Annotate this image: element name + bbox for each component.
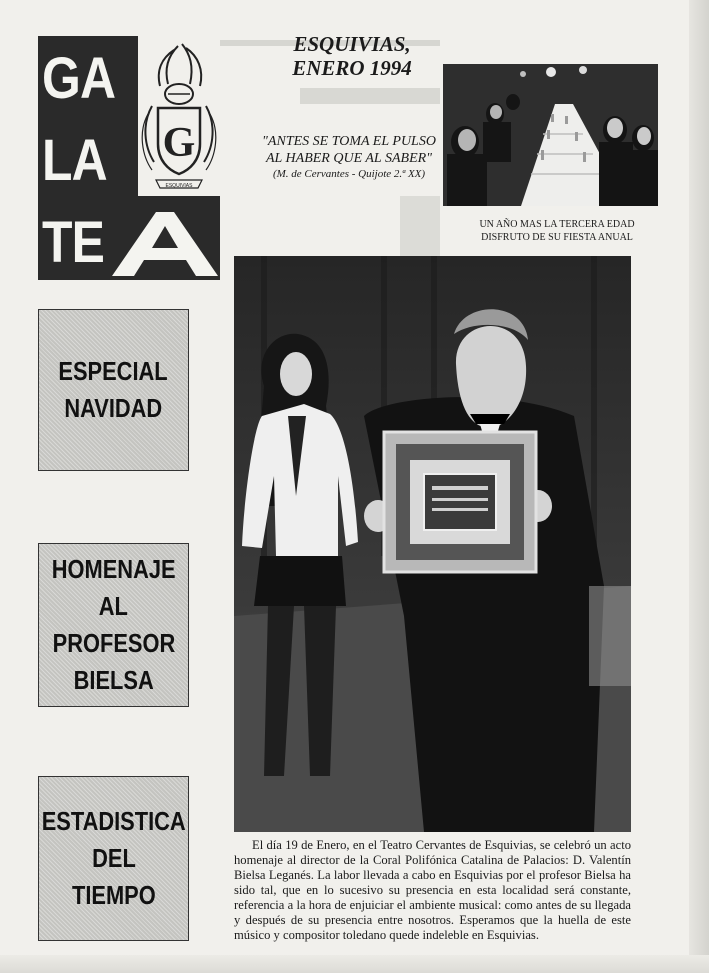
quote-line-1: "ANTES SE TOMA EL PULSO [262, 134, 436, 149]
award-photo [234, 256, 631, 832]
masthead-line-3: TE [42, 210, 105, 275]
coat-of-arms [138, 36, 220, 196]
box3-line-3: TIEMPO [71, 880, 156, 910]
masthead-line-2: LA [42, 128, 107, 193]
article-body: El día 19 de Enero, en el Teatro Cervantes de Esquivias, se celebró un acto homenaje al director de la Coral Polifónica Catalina de Palacios: D. Valentín Bielsa Leganés. La labor llevada a cabo en Esquivias por el profesor Bielsa ha sido tal, que en lo sucesivo su presencia en esta localidad será constante, referencia a la hora de enjuiciar el ambiente musical: como antes de su llegada y después de su presencia entre nosotros. Esperamos que la huella de este músico y compositor toledano quede indeleble en Esquivias. [234, 838, 631, 942]
paper-edge-right [689, 0, 709, 973]
box2-line-3: PROFESOR [52, 628, 175, 658]
issue-place: ESQUIVIAS, [293, 32, 411, 56]
section-box-estadistica[interactable] [38, 776, 189, 941]
section-box-homenaje[interactable] [38, 543, 189, 707]
masthead-line-1: GA [42, 46, 116, 111]
crest-motto: ESQUIVIAS [165, 183, 193, 189]
issue-date: ENERO 1994 [292, 56, 412, 80]
issue-place-date [262, 32, 442, 80]
masthead-logo [38, 36, 220, 280]
box2-line-4: BIELSA [73, 665, 154, 695]
epigraph-quote [244, 133, 454, 167]
box1-line-1: ESPECIAL [58, 356, 169, 386]
paper-edge-bottom [0, 955, 709, 973]
banquet-photo [443, 64, 658, 206]
crest-icon [138, 36, 220, 196]
box3-line-1: ESTADISTICA [41, 806, 186, 836]
quote-line-2: AL HABER QUE AL SABER" [265, 151, 433, 166]
caption-line-1: UN AÑO MAS LA TERCERA EDAD [479, 219, 635, 230]
box2-line-1: HOMENAJE [51, 554, 176, 584]
crest-letter: G [162, 120, 196, 166]
banquet-caption [452, 218, 662, 244]
quote-citation: (M. de Cervantes - Quijote 2.ª XX) [272, 168, 426, 180]
section-box-especial-navidad[interactable] [38, 309, 189, 471]
box3-line-2: DEL [91, 843, 136, 873]
box1-line-2: NAVIDAD [64, 393, 163, 423]
caption-line-2: DISFRUTO DE SU FIESTA ANUAL [481, 232, 633, 243]
box2-line-2: AL [98, 591, 129, 621]
masthead-big-a [108, 208, 220, 280]
